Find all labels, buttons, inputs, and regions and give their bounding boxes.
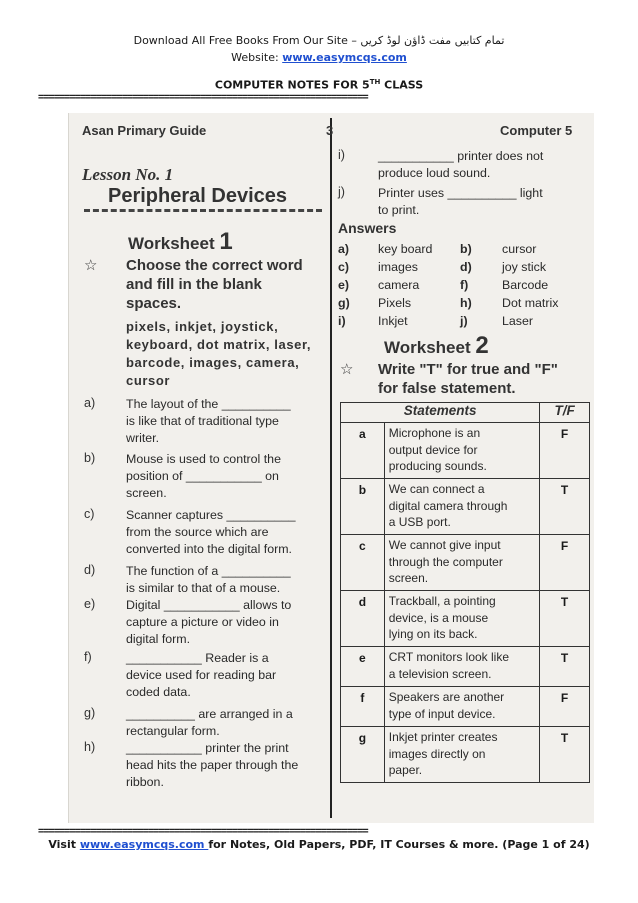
question-label: c): [84, 507, 95, 521]
question-text: [126, 706, 322, 740]
row-statement: [384, 423, 539, 479]
worksheet-2-heading: [384, 332, 489, 360]
row-answer: T: [540, 591, 590, 647]
question-label: i): [338, 148, 345, 162]
row-answer: T: [540, 727, 590, 783]
question-line: to print.: [378, 203, 420, 217]
row-key: a: [341, 423, 385, 479]
row-key: e: [341, 647, 385, 687]
answer-value: images: [378, 260, 418, 274]
footer-prefix: Visit: [48, 838, 80, 851]
notes-title-suffix: CLASS: [380, 78, 424, 92]
answer-value: Inkjet: [378, 314, 408, 328]
true-false-table: [340, 402, 590, 783]
table-row: [341, 591, 590, 647]
question-line: __________ are arranged in a: [126, 707, 293, 721]
statement-line: Microphone is an: [388, 426, 481, 440]
question-line: produce loud sound.: [378, 166, 491, 180]
word-bank-line: pixels, inkjet, joystick,: [126, 319, 279, 334]
statement-line: We cannot give input: [388, 538, 501, 552]
table-row: [341, 423, 590, 479]
question-text: [126, 396, 322, 447]
answer-value: Laser: [502, 314, 533, 328]
top-rule: ===============================================================: [38, 92, 368, 103]
question-line: is like that of traditional type: [126, 414, 279, 428]
question-line: rectangular form.: [126, 724, 220, 738]
table-row: [341, 727, 590, 783]
worksheet-1-number: 1: [219, 228, 233, 255]
q1-heading-line: and fill in the blank: [126, 276, 262, 293]
question-line: Scanner captures __________: [126, 508, 296, 522]
row-statement: [384, 535, 539, 591]
row-statement: [384, 727, 539, 783]
word-bank-line: barcode, images, camera,: [126, 355, 300, 370]
worksheet-1-label: Worksheet: [128, 234, 215, 253]
row-key: f: [341, 687, 385, 727]
star-icon: ☆: [84, 256, 98, 274]
answer-key: j): [460, 314, 468, 328]
question-line: capture a picture or video in: [126, 615, 279, 629]
statement-line: images directly on: [388, 746, 486, 761]
row-key: g: [341, 727, 385, 783]
q1-heading-line: spaces.: [126, 295, 182, 312]
website-link[interactable]: www.easymcqs.com: [282, 51, 407, 64]
statement-line: digital camera through: [388, 498, 508, 513]
statement-line: through the computer: [388, 554, 503, 569]
question-text: [378, 185, 590, 219]
subject-label: Computer 5: [500, 123, 573, 138]
worksheet-2-number: 2: [475, 332, 489, 359]
question-text: [126, 563, 322, 597]
question-line: is similar to that of a mouse.: [126, 581, 281, 595]
q2-heading: [378, 360, 558, 398]
statement-line: type of input device.: [388, 706, 496, 721]
statement-line: CRT monitors look like: [388, 650, 510, 664]
row-answer: T: [540, 479, 590, 535]
question-label: h): [84, 740, 96, 754]
worksheet-1-heading: [128, 228, 233, 256]
question-line: ___________ Reader is a: [126, 651, 269, 665]
statement-line: screen.: [388, 571, 429, 585]
question-text: [126, 507, 322, 558]
answer-value: Barcode: [502, 278, 549, 292]
row-statement: [384, 591, 539, 647]
question-line: ___________ printer the print: [126, 741, 289, 755]
question-line: digital form.: [126, 632, 191, 646]
answer-value: Dot matrix: [502, 296, 559, 310]
q1-heading: [126, 256, 303, 313]
word-bank-line: keyboard, dot matrix, laser,: [126, 337, 312, 352]
star-icon: ☆: [340, 360, 354, 378]
website-line: [0, 51, 638, 64]
answer-value: camera: [378, 278, 420, 292]
statement-line: producing sounds.: [388, 459, 487, 473]
notes-title-sup: TH: [369, 78, 381, 86]
question-line: ___________ printer does not: [378, 149, 544, 163]
question-label: f): [84, 650, 92, 664]
question-line: position of ___________ on: [126, 469, 279, 483]
question-line: from the source which are: [126, 525, 269, 539]
row-key: b: [341, 479, 385, 535]
answer-key: i): [338, 314, 346, 328]
statement-line: Trackball, a pointing: [388, 594, 496, 608]
question-label: d): [84, 563, 96, 577]
statement-line: Speakers are another: [388, 690, 505, 704]
statement-line: a television screen.: [388, 666, 492, 681]
question-text: [126, 650, 322, 701]
download-line: Download All Free Books From Our Site – تمام کتابیں مفت ڈاؤن لوڈ کریں: [133, 34, 505, 47]
footer-link[interactable]: www.easymcqs.com: [79, 838, 209, 851]
row-statement: [384, 479, 539, 535]
statement-line: output device for: [388, 442, 478, 457]
answer-key: a): [338, 242, 350, 256]
row-statement: [384, 687, 539, 727]
table-row: [341, 647, 590, 687]
bottom-rule: ===============================================================: [38, 826, 368, 837]
statement-line: a USB port.: [388, 515, 451, 529]
column-divider: [330, 118, 332, 818]
question-line: ribbon.: [126, 775, 164, 789]
footer-suffix: for Notes, Old Papers, PDF, IT Courses & more. (Page 1 of 24): [208, 838, 590, 851]
answer-value: Pixels: [378, 296, 412, 310]
row-answer: F: [540, 535, 590, 591]
question-line: Printer uses __________ light: [378, 186, 543, 200]
notes-title-text: COMPUTER NOTES FOR 5: [214, 78, 370, 92]
answer-key: d): [460, 260, 472, 274]
page-number: 3: [326, 123, 334, 138]
q1-heading-line: Choose the correct word: [126, 257, 303, 274]
question-line: The function of a __________: [126, 564, 291, 578]
question-line: coded data.: [126, 685, 191, 699]
answer-key: g): [338, 296, 350, 310]
q2-heading-line: Write "T" for true and "F": [378, 361, 558, 378]
lesson-underline: [84, 209, 322, 212]
question-label: a): [84, 396, 96, 410]
answer-value: joy stick: [502, 260, 547, 274]
statement-line: lying on its back.: [388, 627, 478, 641]
question-line: Digital ___________ allows to: [126, 598, 292, 612]
word-bank-line: cursor: [126, 373, 171, 388]
row-statement: [384, 647, 539, 687]
question-text: [126, 740, 322, 791]
table-row: [341, 479, 590, 535]
row-key: d: [341, 591, 385, 647]
q2-heading-line: for false statement.: [378, 380, 516, 397]
question-line: converted into the digital form.: [126, 542, 292, 556]
footer: [0, 838, 638, 851]
lesson-number: Lesson No. 1: [82, 165, 174, 184]
question-text: [126, 451, 322, 502]
answer-value: cursor: [502, 242, 537, 256]
table-header-row: [341, 403, 590, 423]
word-bank: [126, 318, 311, 390]
question-line: writer.: [126, 431, 160, 445]
question-label: g): [84, 706, 96, 720]
answer-key: h): [460, 296, 472, 310]
notes-title: [0, 78, 638, 92]
lesson-title: Peripheral Devices: [108, 185, 287, 207]
row-key: c: [341, 535, 385, 591]
row-answer: F: [540, 423, 590, 479]
question-line: head hits the paper through the: [126, 758, 299, 772]
question-label: b): [84, 451, 96, 465]
question-line: Mouse is used to control the: [126, 452, 281, 466]
answer-key: e): [338, 278, 350, 292]
question-label: e): [84, 597, 96, 611]
statement-line: paper.: [388, 763, 423, 777]
question-text: [378, 148, 590, 182]
answer-key: c): [338, 260, 350, 274]
row-answer: F: [540, 687, 590, 727]
statement-line: device, is a mouse: [388, 610, 489, 625]
book-title: Asan Primary Guide: [82, 123, 207, 138]
question-line: device used for reading bar: [126, 668, 277, 682]
statements-header: Statements: [341, 403, 540, 423]
table-row: [341, 535, 590, 591]
row-answer: T: [540, 647, 590, 687]
answers-heading: Answers: [338, 220, 397, 236]
answer-value: key board: [378, 242, 433, 256]
table-row: [341, 687, 590, 727]
question-text: [126, 597, 322, 648]
statement-line: Inkjet printer creates: [388, 730, 498, 744]
website-label: Website:: [231, 51, 283, 64]
tf-header: T/F: [540, 403, 590, 423]
statement-line: We can connect a: [388, 482, 485, 496]
question-line: screen.: [126, 486, 167, 500]
answer-key: f): [460, 278, 469, 292]
worksheet-2-label: Worksheet: [384, 338, 471, 357]
question-label: j): [338, 185, 345, 199]
answer-key: b): [460, 242, 472, 256]
question-line: The layout of the __________: [126, 397, 291, 411]
